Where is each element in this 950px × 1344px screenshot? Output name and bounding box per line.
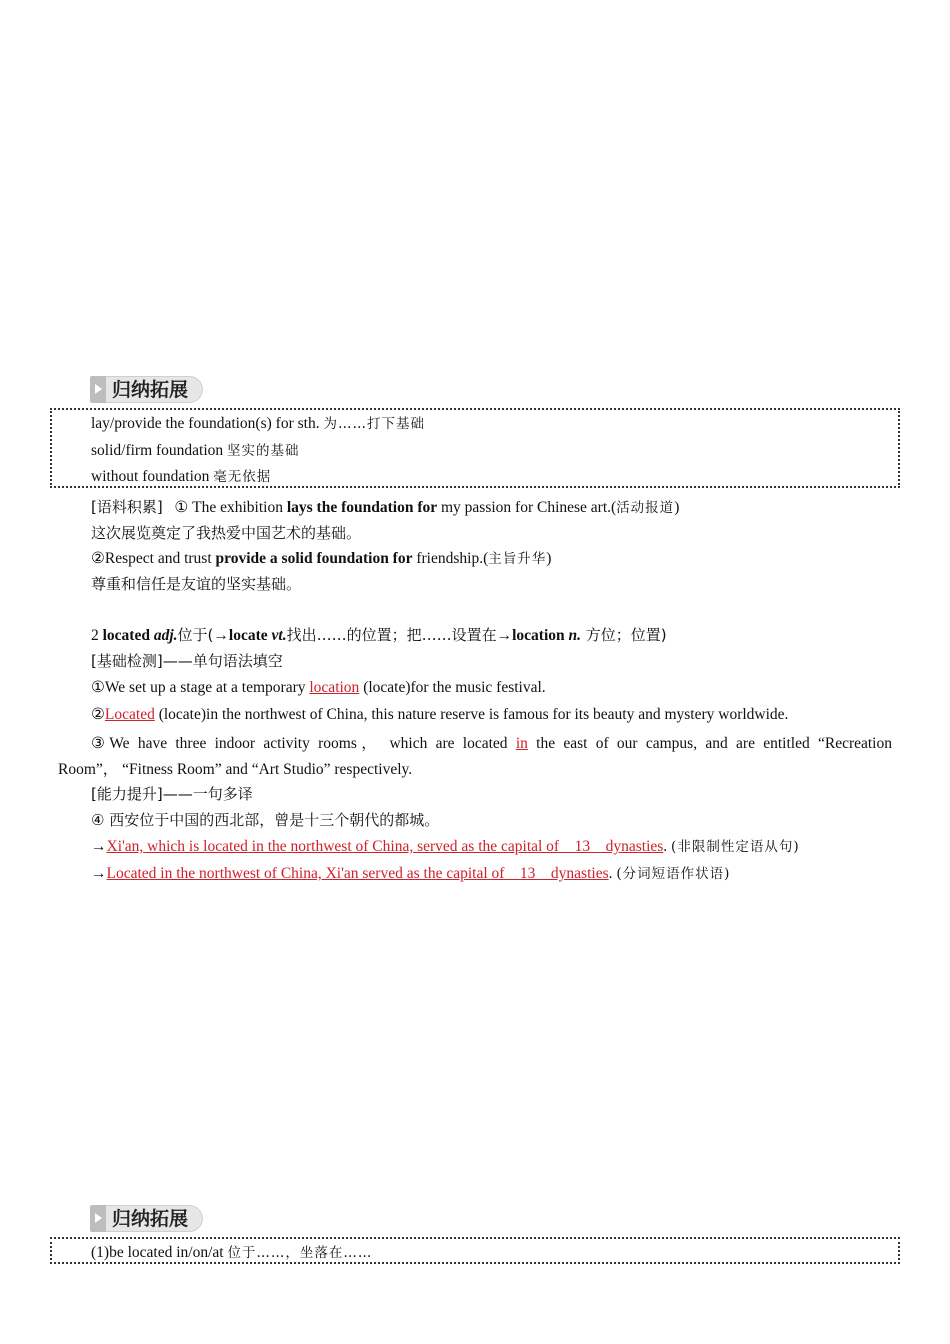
box-line-1: lay/provide the foundation(s) for sth. 为……打下基础: [91, 415, 425, 432]
basic-check-heading: [基础检测]——单句语法填空: [91, 652, 283, 670]
answer-in: in: [515, 735, 528, 752]
corpus-translation-2: 尊重和信任是友谊的坚实基础。: [91, 575, 302, 593]
translation-2: →Located in the northwest of China, Xi'an served as the capital of 13 dynasties. (分词短语作状语): [91, 865, 731, 882]
question-3-line-1: ③We have three indoor activity rooms， which are located in the east of our campus, and are entitled “Recreation: [91, 735, 892, 752]
corpus-example-1: [语料积累] ① The exhibition lays the foundation for my passion for Chinese art.(活动报道): [91, 498, 680, 516]
summary-tag-label: 归纳拓展: [106, 1205, 203, 1232]
box-line-2: solid/firm foundation 坚实的基础: [91, 442, 300, 459]
box2-line-1: (1)be located in/on/at 位于……，坐落在……: [91, 1244, 373, 1261]
vocab-heading-located: 2 located adj.位于(→locate vt.找出……的位置；把……设置在→location n. 方位；位置): [91, 626, 667, 644]
answer-located: Located: [104, 706, 155, 723]
summary-tag-1: [90, 376, 203, 403]
question-2: ②Located (locate)in the northwest of China, this nature reserve is famous for its beauty and mystery worldwide.: [91, 706, 789, 723]
summary-tag-label: 归纳拓展: [106, 376, 203, 403]
corpus-translation-1: 这次展览奠定了我热爱中国艺术的基础。: [91, 524, 362, 542]
arrow-icon: →: [91, 865, 107, 882]
answer-translation-2: Located in the northwest of China, Xi'an served as the capital of 13 dynasties: [106, 865, 609, 882]
answer-location: location: [309, 679, 360, 696]
question-1: ①We set up a stage at a temporary location (locate)for the music festival.: [91, 679, 546, 696]
play-triangle-icon: [90, 376, 106, 403]
corpus-example-2: ②Respect and trust provide a solid foundation for friendship.(主旨升华): [91, 550, 552, 567]
answer-translation-1: Xi'an, which is located in the northwest of China, served as the capital of 13 dynasties: [106, 838, 664, 855]
summary-tag-2: [90, 1205, 203, 1232]
play-triangle-icon: [90, 1205, 106, 1232]
question-3-line-2: Room”， “Fitness Room” and “Art Studio” respectively.: [58, 761, 413, 778]
box-line-3: without foundation 毫无依据: [91, 468, 272, 485]
ability-heading: [能力提升]——一句多译: [91, 785, 253, 803]
arrow-icon: →: [91, 838, 107, 855]
translation-1: →Xi'an, which is located in the northwest of China, served as the capital of 13 dynasties. (非限制性定语从句): [91, 838, 800, 855]
question-4: ④ 西安位于中国的西北部，曾是十三个朝代的都城。: [91, 811, 440, 829]
